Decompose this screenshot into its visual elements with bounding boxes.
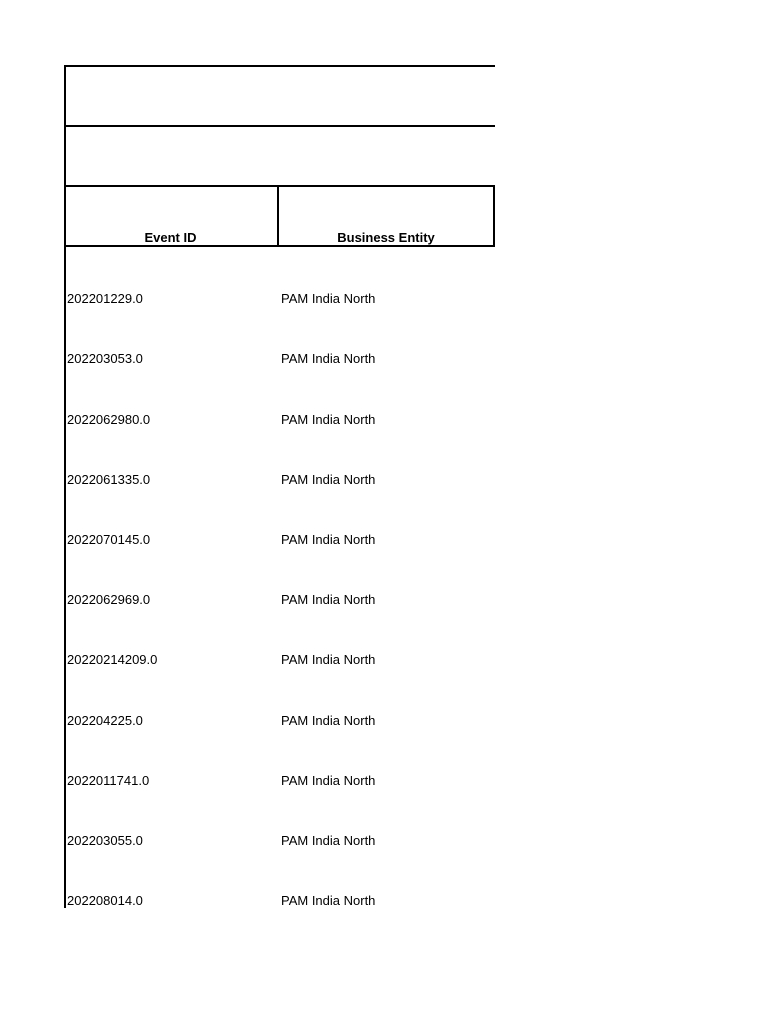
business-entity-cell: PAM India North bbox=[281, 411, 376, 427]
header-row bbox=[64, 185, 495, 247]
event-id-cell: 202208014.0 bbox=[67, 893, 143, 909]
event-id-cell: 2022011741.0 bbox=[67, 772, 150, 788]
top-border bbox=[64, 65, 495, 67]
table-row bbox=[64, 428, 495, 488]
business-entity-cell: PAM India North bbox=[281, 531, 376, 547]
spreadsheet-table bbox=[64, 65, 495, 908]
event-id-cell: 2022070145.0 bbox=[67, 531, 151, 547]
business-entity-cell: PAM India North bbox=[281, 772, 376, 788]
business-entity-cell: PAM India North bbox=[281, 471, 376, 487]
table-row bbox=[64, 729, 495, 789]
event-id-cell: 202204225.0 bbox=[67, 712, 143, 728]
event-id-cell: 2022062980.0 bbox=[67, 411, 151, 427]
table-body bbox=[64, 247, 495, 909]
event-id-cell: 202201229.0 bbox=[67, 291, 143, 307]
table-row bbox=[64, 548, 495, 608]
business-entity-cell: PAM India North bbox=[281, 351, 376, 367]
table-row bbox=[64, 608, 495, 668]
table-row bbox=[64, 307, 495, 367]
event-id-cell: 202203053.0 bbox=[67, 351, 143, 367]
column-header-event-id: Event ID bbox=[64, 185, 279, 247]
table-row bbox=[64, 488, 495, 548]
event-id-cell: 2022061335.0 bbox=[67, 471, 151, 487]
table-row bbox=[64, 247, 495, 307]
event-id-cell: 2022062969.0 bbox=[67, 592, 151, 608]
column-header-business-entity: Business Entity bbox=[279, 185, 495, 247]
title-row-border bbox=[64, 125, 495, 127]
event-id-cell: 202203055.0 bbox=[67, 832, 143, 848]
business-entity-cell: PAM India North bbox=[281, 652, 376, 668]
business-entity-cell: PAM India North bbox=[281, 291, 376, 307]
business-entity-cell: PAM India North bbox=[281, 893, 376, 909]
table-row bbox=[64, 668, 495, 728]
event-id-cell: 20220214209.0 bbox=[67, 652, 158, 668]
table-row bbox=[64, 849, 495, 909]
table-row bbox=[64, 367, 495, 427]
table-row bbox=[64, 789, 495, 849]
business-entity-cell: PAM India North bbox=[281, 832, 376, 848]
business-entity-cell: PAM India North bbox=[281, 712, 376, 728]
business-entity-cell: PAM India North bbox=[281, 592, 376, 608]
